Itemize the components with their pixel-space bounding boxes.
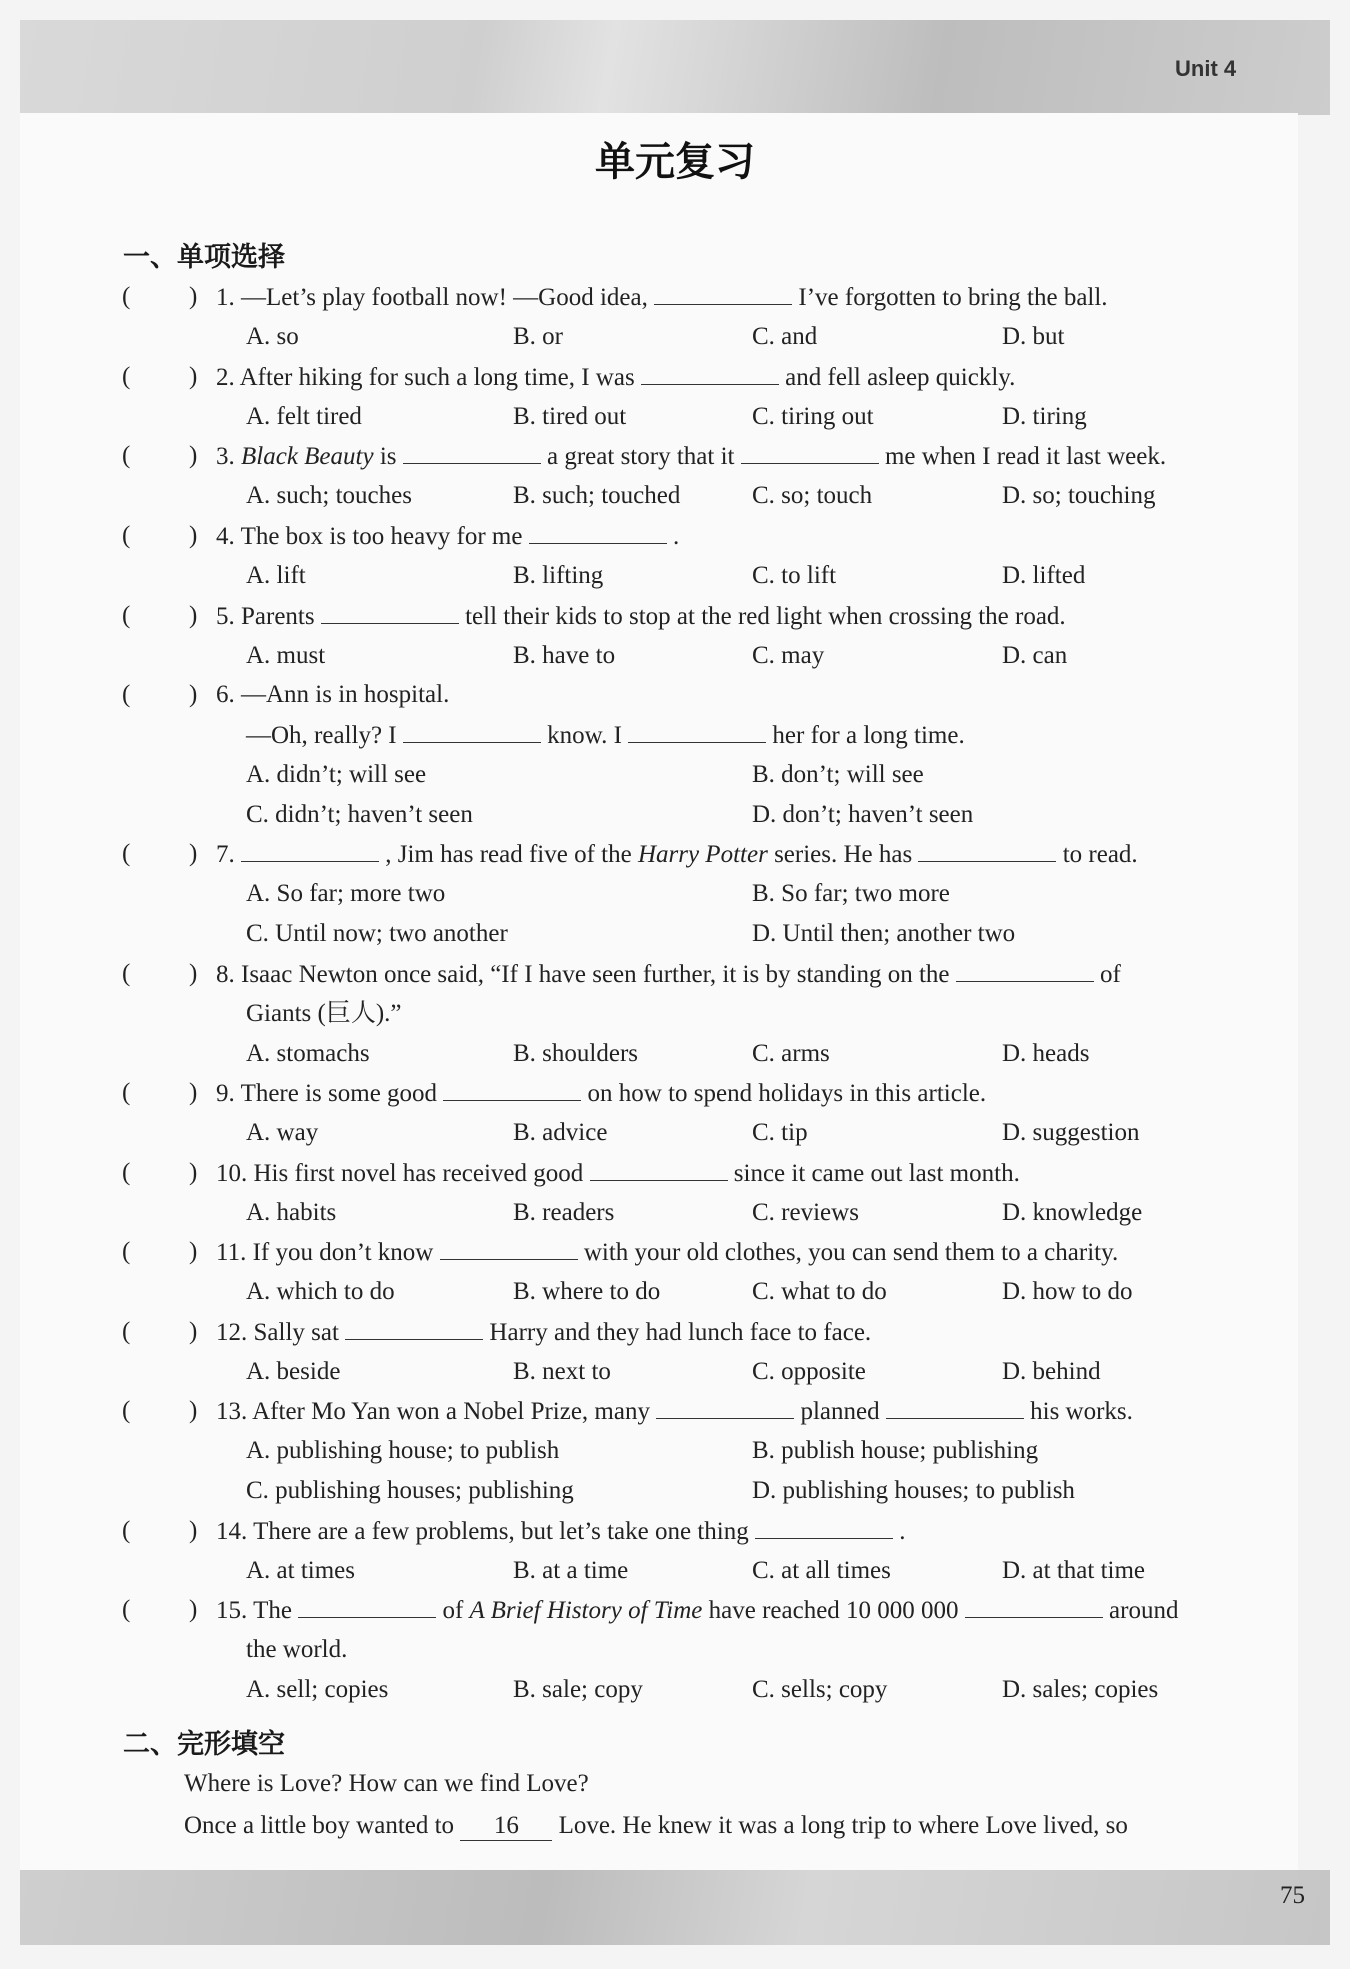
answer-paren-close: ) [189, 363, 198, 390]
answer-paren-close: ) [189, 442, 198, 469]
answer-option[interactable]: A. lift [246, 562, 306, 589]
question-number: 6. [216, 681, 235, 708]
answer-option[interactable]: B. sale; copy [513, 1676, 643, 1703]
question-stem-line [246, 1635, 347, 1665]
answer-blank[interactable] [965, 1595, 1103, 1618]
answer-option[interactable]: A. So far; more two [246, 880, 446, 907]
answer-blank[interactable] [321, 601, 459, 624]
cloze-blank[interactable]: 16 [460, 1812, 552, 1841]
passage-line: Where is Love? How can we find Love? [184, 1770, 589, 1797]
answer-blank[interactable] [403, 720, 541, 743]
answer-paren-close: ) [189, 840, 198, 867]
question-text: The box is too heavy for me [240, 523, 523, 550]
question-number: 10. [216, 1160, 248, 1187]
answer-option[interactable]: C. tiring out [752, 403, 874, 430]
passage-text: Once a little boy wanted to [184, 1812, 455, 1839]
question-text: to read. [1062, 841, 1138, 868]
question-stem [216, 839, 1138, 870]
question-number: 1. [216, 284, 235, 311]
question-text: . [672, 523, 680, 550]
answer-blank[interactable] [443, 1078, 581, 1101]
question-stem [216, 441, 1166, 472]
answer-option[interactable]: C. at all times [752, 1557, 891, 1584]
answer-option[interactable]: A. publishing house; to publish [246, 1437, 560, 1464]
answer-option[interactable]: A. habits [246, 1199, 337, 1226]
question-text: is [379, 443, 397, 470]
answer-option[interactable]: B. have to [513, 642, 616, 669]
question-number: 8. [216, 961, 235, 988]
answer-paren-open[interactable]: ( [122, 283, 131, 310]
answer-paren-open[interactable]: ( [122, 681, 131, 708]
answer-paren-close: ) [189, 960, 198, 987]
answer-option[interactable]: B. don’t; will see [752, 761, 924, 788]
answer-blank[interactable] [755, 1516, 893, 1539]
question-text: After hiking for such a long time, I was [239, 364, 635, 391]
question-text: The [253, 1597, 292, 1624]
answer-paren-close: ) [189, 1079, 198, 1106]
answer-blank[interactable] [241, 839, 379, 862]
question-number: 15. [216, 1597, 248, 1624]
answer-option[interactable]: D. don’t; haven’t seen [752, 801, 974, 828]
answer-paren-open[interactable]: ( [122, 522, 131, 549]
question-stem [216, 362, 1015, 393]
italic-title: Black Beauty [241, 443, 374, 470]
question-text: —Let’s play football now! —Good idea, [241, 284, 648, 311]
question-text: series. He has [774, 841, 913, 868]
top-decor-band [20, 20, 1330, 115]
question-number: 13. [216, 1398, 248, 1425]
answer-paren-close: ) [189, 602, 198, 629]
answer-blank[interactable] [956, 959, 1094, 982]
question-text: His first novel has received good [253, 1160, 584, 1187]
question-text: around [1109, 1597, 1179, 1624]
answer-option[interactable]: C. what to do [752, 1278, 887, 1305]
question-stem [216, 1237, 1118, 1268]
answer-paren-close: ) [189, 1159, 198, 1186]
answer-paren-open[interactable]: ( [122, 1596, 131, 1623]
answer-option[interactable]: D. behind [1002, 1358, 1101, 1385]
question-text: the world. [246, 1636, 348, 1663]
page-title: 单元复习 [595, 139, 755, 185]
question-number: 14. [216, 1518, 248, 1545]
answer-option[interactable]: C. may [752, 642, 825, 669]
answer-option[interactable]: C. arms [752, 1040, 830, 1067]
answer-option[interactable]: B. or [513, 323, 563, 350]
answer-option[interactable]: A. felt tired [246, 403, 362, 430]
question-text: of [442, 1597, 464, 1624]
answer-option[interactable]: D. publishing houses; to publish [752, 1477, 1075, 1504]
answer-option[interactable]: C. publishing houses; publishing [246, 1477, 574, 1504]
answer-option[interactable]: D. lifted [1002, 562, 1086, 589]
answer-option[interactable]: B. next to [513, 1358, 611, 1385]
question-text: Harry and they had lunch face to face. [489, 1319, 872, 1346]
answer-option[interactable]: D. sales; copies [1002, 1676, 1159, 1703]
answer-paren-open[interactable]: ( [122, 1397, 131, 1424]
question-text: Sally sat [253, 1319, 339, 1346]
answer-option[interactable]: D. suggestion [1002, 1119, 1140, 1146]
question-text: have reached 10 000 000 [708, 1597, 959, 1624]
answer-option[interactable]: A. didn’t; will see [246, 761, 427, 788]
question-text: There is some good [240, 1080, 438, 1107]
answer-blank[interactable] [440, 1237, 578, 1260]
answer-blank[interactable] [886, 1396, 1024, 1419]
answer-option[interactable]: B. publish house; publishing [752, 1437, 1039, 1464]
answer-option[interactable]: A. so [246, 323, 299, 350]
answer-option[interactable]: D. Until then; another two [752, 920, 1016, 947]
answer-blank[interactable] [529, 521, 667, 544]
question-stem [216, 1595, 1178, 1626]
answer-option[interactable]: C. didn’t; haven’t seen [246, 801, 473, 828]
question-stem [216, 1396, 1133, 1427]
question-text: Giants (巨人).” [246, 1000, 402, 1027]
question-stem [216, 282, 1108, 313]
answer-blank[interactable] [741, 441, 879, 464]
answer-option[interactable]: C. so; touch [752, 482, 873, 509]
question-text: If you don’t know [252, 1239, 434, 1266]
question-text: , Jim has read five of the [385, 841, 632, 868]
question-stem-line [246, 720, 965, 751]
answer-option[interactable]: A. such; touches [246, 482, 412, 509]
answer-paren-open[interactable]: ( [122, 363, 131, 390]
question-text: a great story that it [547, 443, 735, 470]
question-text: There are a few problems, but let’s take one thing [253, 1518, 749, 1545]
answer-blank[interactable] [403, 441, 541, 464]
answer-paren-close: ) [189, 283, 198, 310]
question-stem [216, 601, 1066, 632]
answer-option[interactable]: D. but [1002, 323, 1065, 350]
answer-option[interactable]: C. to lift [752, 562, 837, 589]
answer-paren-open[interactable]: ( [122, 1159, 131, 1186]
answer-option[interactable]: D. tiring [1002, 403, 1087, 430]
question-text: I’ve forgotten to bring the ball. [798, 284, 1108, 311]
answer-option[interactable]: A. which to do [246, 1278, 395, 1305]
answer-paren-close: ) [189, 1596, 198, 1623]
answer-option[interactable]: C. tip [752, 1119, 808, 1146]
question-stem [216, 1317, 871, 1348]
answer-paren-open[interactable]: ( [122, 1238, 131, 1265]
answer-option[interactable]: D. heads [1002, 1040, 1090, 1067]
italic-title: A Brief History of Time [469, 1597, 703, 1624]
question-number: 12. [216, 1319, 248, 1346]
answer-paren-open[interactable]: ( [122, 840, 131, 867]
question-stem [216, 959, 1121, 990]
answer-option[interactable]: B. advice [513, 1119, 608, 1146]
answer-paren-close: ) [189, 1318, 198, 1345]
answer-paren-open[interactable]: ( [122, 1318, 131, 1345]
question-text: tell their kids to stop at the red light when crossing the road. [465, 603, 1066, 630]
answer-option[interactable]: C. reviews [752, 1199, 859, 1226]
answer-option[interactable]: B. where to do [513, 1278, 661, 1305]
answer-option[interactable]: D. at that time [1002, 1557, 1146, 1584]
question-text: Parents [241, 603, 315, 630]
answer-option[interactable]: C. sells; copy [752, 1676, 888, 1703]
question-stem [216, 521, 679, 552]
answer-option[interactable]: B. at a time [513, 1557, 629, 1584]
answer-paren-open[interactable]: ( [122, 1517, 131, 1544]
question-text: since it came out last month. [733, 1160, 1020, 1187]
answer-option[interactable]: B. such; touched [513, 482, 681, 509]
question-number: 3. [216, 443, 235, 470]
question-text: —Ann is in hospital. [241, 681, 450, 708]
question-number: 11. [216, 1239, 247, 1266]
question-number: 9. [216, 1080, 235, 1107]
question-text: know. I [547, 722, 622, 749]
answer-option[interactable]: B. tired out [513, 403, 627, 430]
bottom-decor-band [20, 1870, 1330, 1945]
question-stem-line [246, 999, 402, 1029]
answer-option[interactable]: A. sell; copies [246, 1676, 389, 1703]
question-stem [216, 680, 449, 710]
question-text: Isaac Newton once said, “If I have seen further, it is by standing on the [241, 961, 950, 988]
question-text: planned [800, 1398, 880, 1425]
question-number: 4. [216, 523, 235, 550]
question-text: on how to spend holidays in this article. [587, 1080, 987, 1107]
answer-blank[interactable] [298, 1595, 436, 1618]
question-text: and fell asleep quickly. [785, 364, 1016, 391]
question-text: her for a long time. [772, 722, 965, 749]
answer-blank[interactable] [345, 1317, 483, 1340]
question-number: 2. [216, 364, 235, 391]
section-heading-choice: 一、单项选择 [123, 242, 285, 273]
section-heading-cloze: 二、完形填空 [123, 1729, 285, 1760]
unit-label: Unit 4 [1175, 56, 1237, 81]
answer-option[interactable]: A. way [246, 1119, 319, 1146]
question-text: After Mo Yan won a Nobel Prize, many [252, 1398, 650, 1425]
answer-paren-close: ) [189, 1517, 198, 1544]
answer-option[interactable]: A. must [246, 642, 326, 669]
answer-option[interactable]: D. can [1002, 642, 1068, 669]
question-stem [216, 1158, 1020, 1189]
question-text: of [1099, 961, 1121, 988]
answer-paren-open[interactable]: ( [122, 1079, 131, 1106]
passage-line [184, 1812, 1128, 1841]
answer-option[interactable]: D. knowledge [1002, 1199, 1143, 1226]
answer-option[interactable]: A. beside [246, 1358, 341, 1385]
answer-paren-close: ) [189, 681, 198, 708]
answer-paren-close: ) [189, 522, 198, 549]
answer-option[interactable]: C. Until now; two another [246, 920, 508, 947]
answer-option[interactable]: D. how to do [1002, 1278, 1133, 1305]
question-number: 7. [216, 841, 235, 868]
answer-blank[interactable] [654, 282, 792, 305]
question-text: me when I read it last week. [884, 443, 1167, 470]
answer-option[interactable]: A. stomachs [246, 1040, 370, 1067]
answer-blank[interactable] [656, 1396, 794, 1419]
answer-paren-close: ) [189, 1238, 198, 1265]
answer-blank[interactable] [918, 839, 1056, 862]
answer-paren-open[interactable]: ( [122, 602, 131, 629]
answer-option[interactable]: B. lifting [513, 562, 604, 589]
answer-blank[interactable] [590, 1158, 728, 1181]
question-text: with your old clothes, you can send them to a charity. [583, 1239, 1119, 1266]
answer-option[interactable]: B. shoulders [513, 1040, 638, 1067]
page-number: 75 [1280, 1882, 1305, 1909]
italic-title: Harry Potter [637, 841, 768, 868]
answer-option[interactable]: A. at times [246, 1557, 356, 1584]
answer-paren-open[interactable]: ( [122, 960, 131, 987]
answer-option[interactable]: B. readers [513, 1199, 615, 1226]
question-stem [216, 1078, 986, 1109]
question-stem [216, 1516, 905, 1547]
answer-blank[interactable] [641, 362, 779, 385]
answer-option[interactable]: B. So far; two more [752, 880, 950, 907]
answer-blank[interactable] [628, 720, 766, 743]
question-number: 5. [216, 603, 235, 630]
question-text: his works. [1030, 1398, 1133, 1425]
passage-text: Love. He knew it was a long trip to where Love lived, so [558, 1812, 1128, 1839]
answer-option[interactable]: D. so; touching [1002, 482, 1156, 509]
answer-option[interactable]: C. and [752, 323, 818, 350]
question-text: . [899, 1518, 906, 1545]
answer-paren-open[interactable]: ( [122, 442, 131, 469]
answer-paren-close: ) [189, 1397, 198, 1424]
question-text: —Oh, really? I [246, 722, 397, 749]
answer-option[interactable]: C. opposite [752, 1358, 866, 1385]
